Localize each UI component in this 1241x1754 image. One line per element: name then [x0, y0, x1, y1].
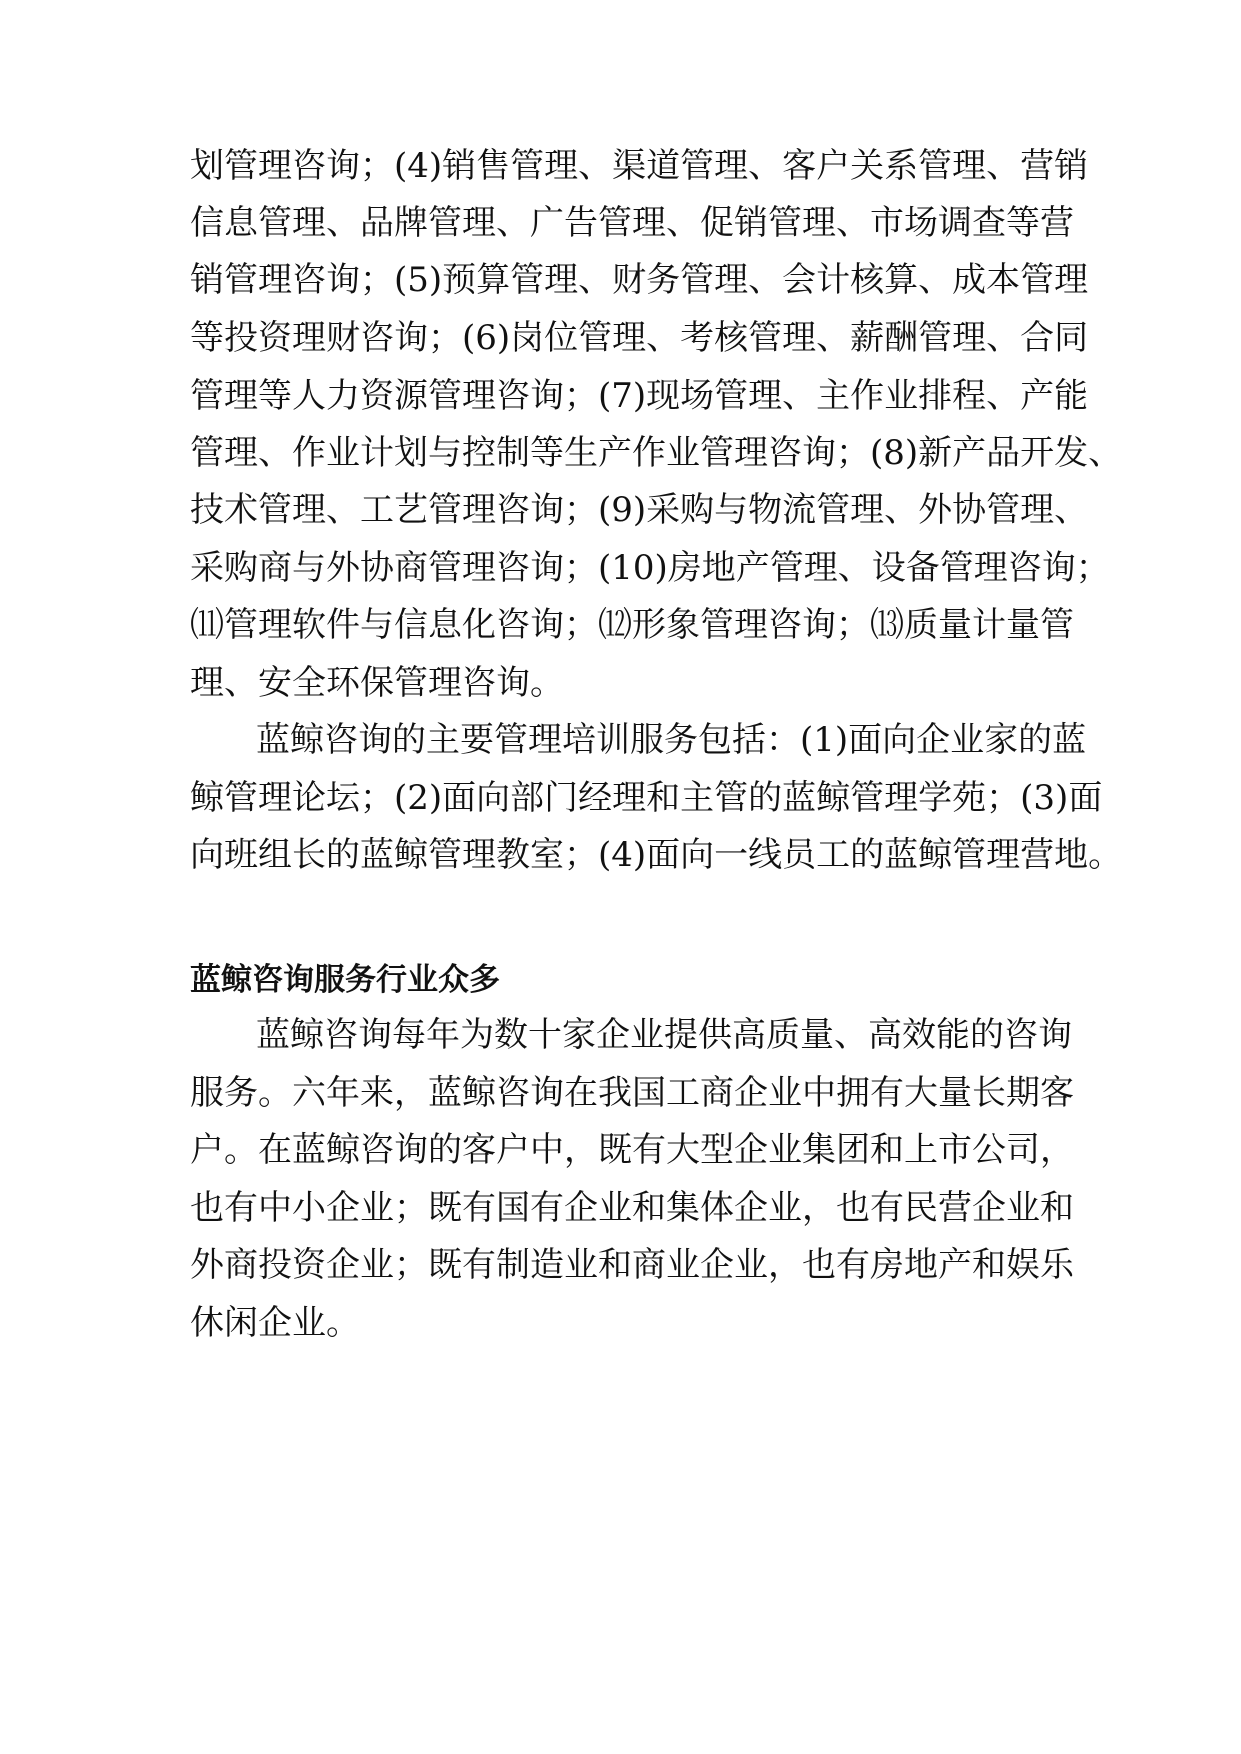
- paragraph-1-line-4: 等投资理财咨询；(6)岗位管理、考核管理、薪酬管理、合同: [190, 318, 1089, 358]
- paragraph-2-line-3: 向班组长的蓝鲸管理教室；(4)面向一线员工的蓝鲸管理营地。: [190, 835, 1123, 875]
- paragraph-1-line-6: 管理、作业计划与控制等生产作业管理咨询；(8)新产品开发、: [190, 433, 1123, 473]
- paragraph-1-line-5: 管理等人力资源管理咨询；(7)现场管理、主作业排程、产能: [190, 376, 1089, 416]
- paragraph-1-line-7: 技术管理、工艺管理咨询；(9)采购与物流管理、外协管理、: [190, 490, 1089, 530]
- paragraph-3-line-2: 服务。六年来，蓝鲸咨询在我国工商企业中拥有大量长期客: [190, 1073, 1074, 1113]
- paragraph-2-line-2: 鲸管理论坛；(2)面向部门经理和主管的蓝鲸管理学苑；(3)面: [190, 778, 1103, 818]
- paragraph-1-line-3: 销管理咨询；(5)预算管理、财务管理、会计核算、成本管理: [190, 260, 1089, 300]
- section-heading: 蓝鲸咨询服务行业众多: [190, 962, 500, 998]
- paragraph-1-line-9: ⑾管理软件与信息化咨询；⑿形象管理咨询；⒀质量计量管: [190, 605, 1074, 645]
- paragraph-2-line-1: 蓝鲸咨询的主要管理培训服务包括：(1)面向企业家的蓝: [256, 720, 1087, 760]
- paragraph-1-line-10: 理、安全环保管理咨询。: [190, 663, 564, 703]
- paragraph-1-line-1: 划管理咨询；(4)销售管理、渠道管理、客户关系管理、营销: [190, 146, 1089, 186]
- paragraph-1-line-8: 采购商与外协商管理咨询；(10)房地产管理、设备管理咨询；: [190, 548, 1110, 588]
- paragraph-1-line-2: 信息管理、品牌管理、广告管理、促销管理、市场调查等营: [190, 203, 1074, 243]
- paragraph-3-line-6: 休闲企业。: [190, 1303, 360, 1343]
- paragraph-3-line-4: 也有中小企业；既有国有企业和集体企业，也有民营企业和: [190, 1188, 1074, 1228]
- paragraph-3-line-3: 户。在蓝鲸咨询的客户中，既有大型企业集团和上市公司，: [190, 1130, 1074, 1170]
- paragraph-3-line-5: 外商投资企业；既有制造业和商业企业，也有房地产和娱乐: [190, 1245, 1074, 1285]
- paragraph-3-line-1: 蓝鲸咨询每年为数十家企业提供高质量、高效能的咨询: [256, 1015, 1072, 1055]
